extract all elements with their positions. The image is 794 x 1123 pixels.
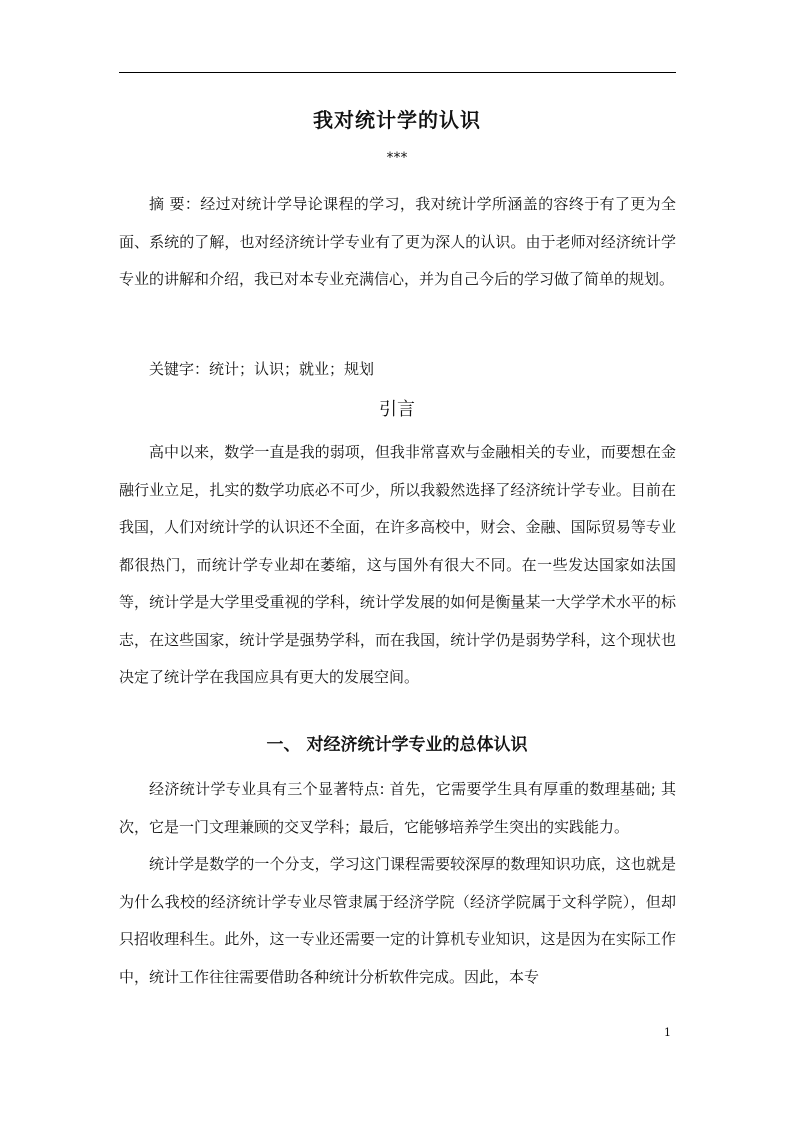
page-number: 1 xyxy=(664,1026,671,1039)
abstract-paragraph xyxy=(119,186,676,299)
section-1-heading: 一、 对经济统计学专业的总体认识 xyxy=(266,735,528,755)
document-author: *** xyxy=(386,150,408,166)
header-rule xyxy=(119,72,676,73)
intro-paragraph: 高中以来，数学一直是我的弱项，但我非常喜欢与金融相关的专业，而要想在金融行业立足，扎实的数学功底必不可少，所以我毅然选择了经济统计学专业。目前在我国，人们对统计学的认识还不全面，在许多高校中，财会、金融、国际贸易等专业都很热门，而统计学专业却在萎缩，这与国外有很大不同。在一些发达国家如法国等，统计学是大学里受重视的学科，统计学发展的如何是衡量某一大学学术水平的标志，在这些国家，统计学是强势学科，而在我国，统计学仍是弱势学科，这个现状也决定了统计学在我国应具有更大的发展空间。 xyxy=(119,443,676,686)
abstract-label: 摘 要： xyxy=(149,195,201,213)
section-1-paragraph-2: 统计学是数学的一个分支，学习这门课程需要较深厚的数理知识功底，这也就是为什么我校的经济统计学专业尽管隶属于经济学院（经济学院属于文科学院），但却只招收理科生。此外，这一专业还需要一定的计算机专业知识，这是因为在实际工作中，统计工作往往需要借助各种统计分析软件完成。因此，本专 xyxy=(119,855,676,986)
document-title: 我对统计学的认识 xyxy=(313,108,481,132)
keywords-label: 关键字： xyxy=(149,360,210,378)
keywords-text: 统计；认识；就业；规划 xyxy=(209,360,375,378)
keywords-paragraph xyxy=(119,351,676,389)
abstract-text: 经过对统计学导论课程的学习，我对统计学所涵盖的容终于有了更为全面、系统的了解，也对经济统计学专业有了更为深人的认识。由于老师对经济统计学专业的讲解和介绍，我已对本专业充满信心，并为自己今后的学习做了简单的规划。 xyxy=(119,195,676,288)
intro-heading: 引言 xyxy=(379,399,415,420)
section-1-paragraph-1: 经济统计学专业具有三个显著特点: 首先，它需要学生具有厚重的数理基础; 其次，它是一门文理兼顾的交叉学科；最后，它能够培养学生突出的实践能力。 xyxy=(119,780,676,836)
